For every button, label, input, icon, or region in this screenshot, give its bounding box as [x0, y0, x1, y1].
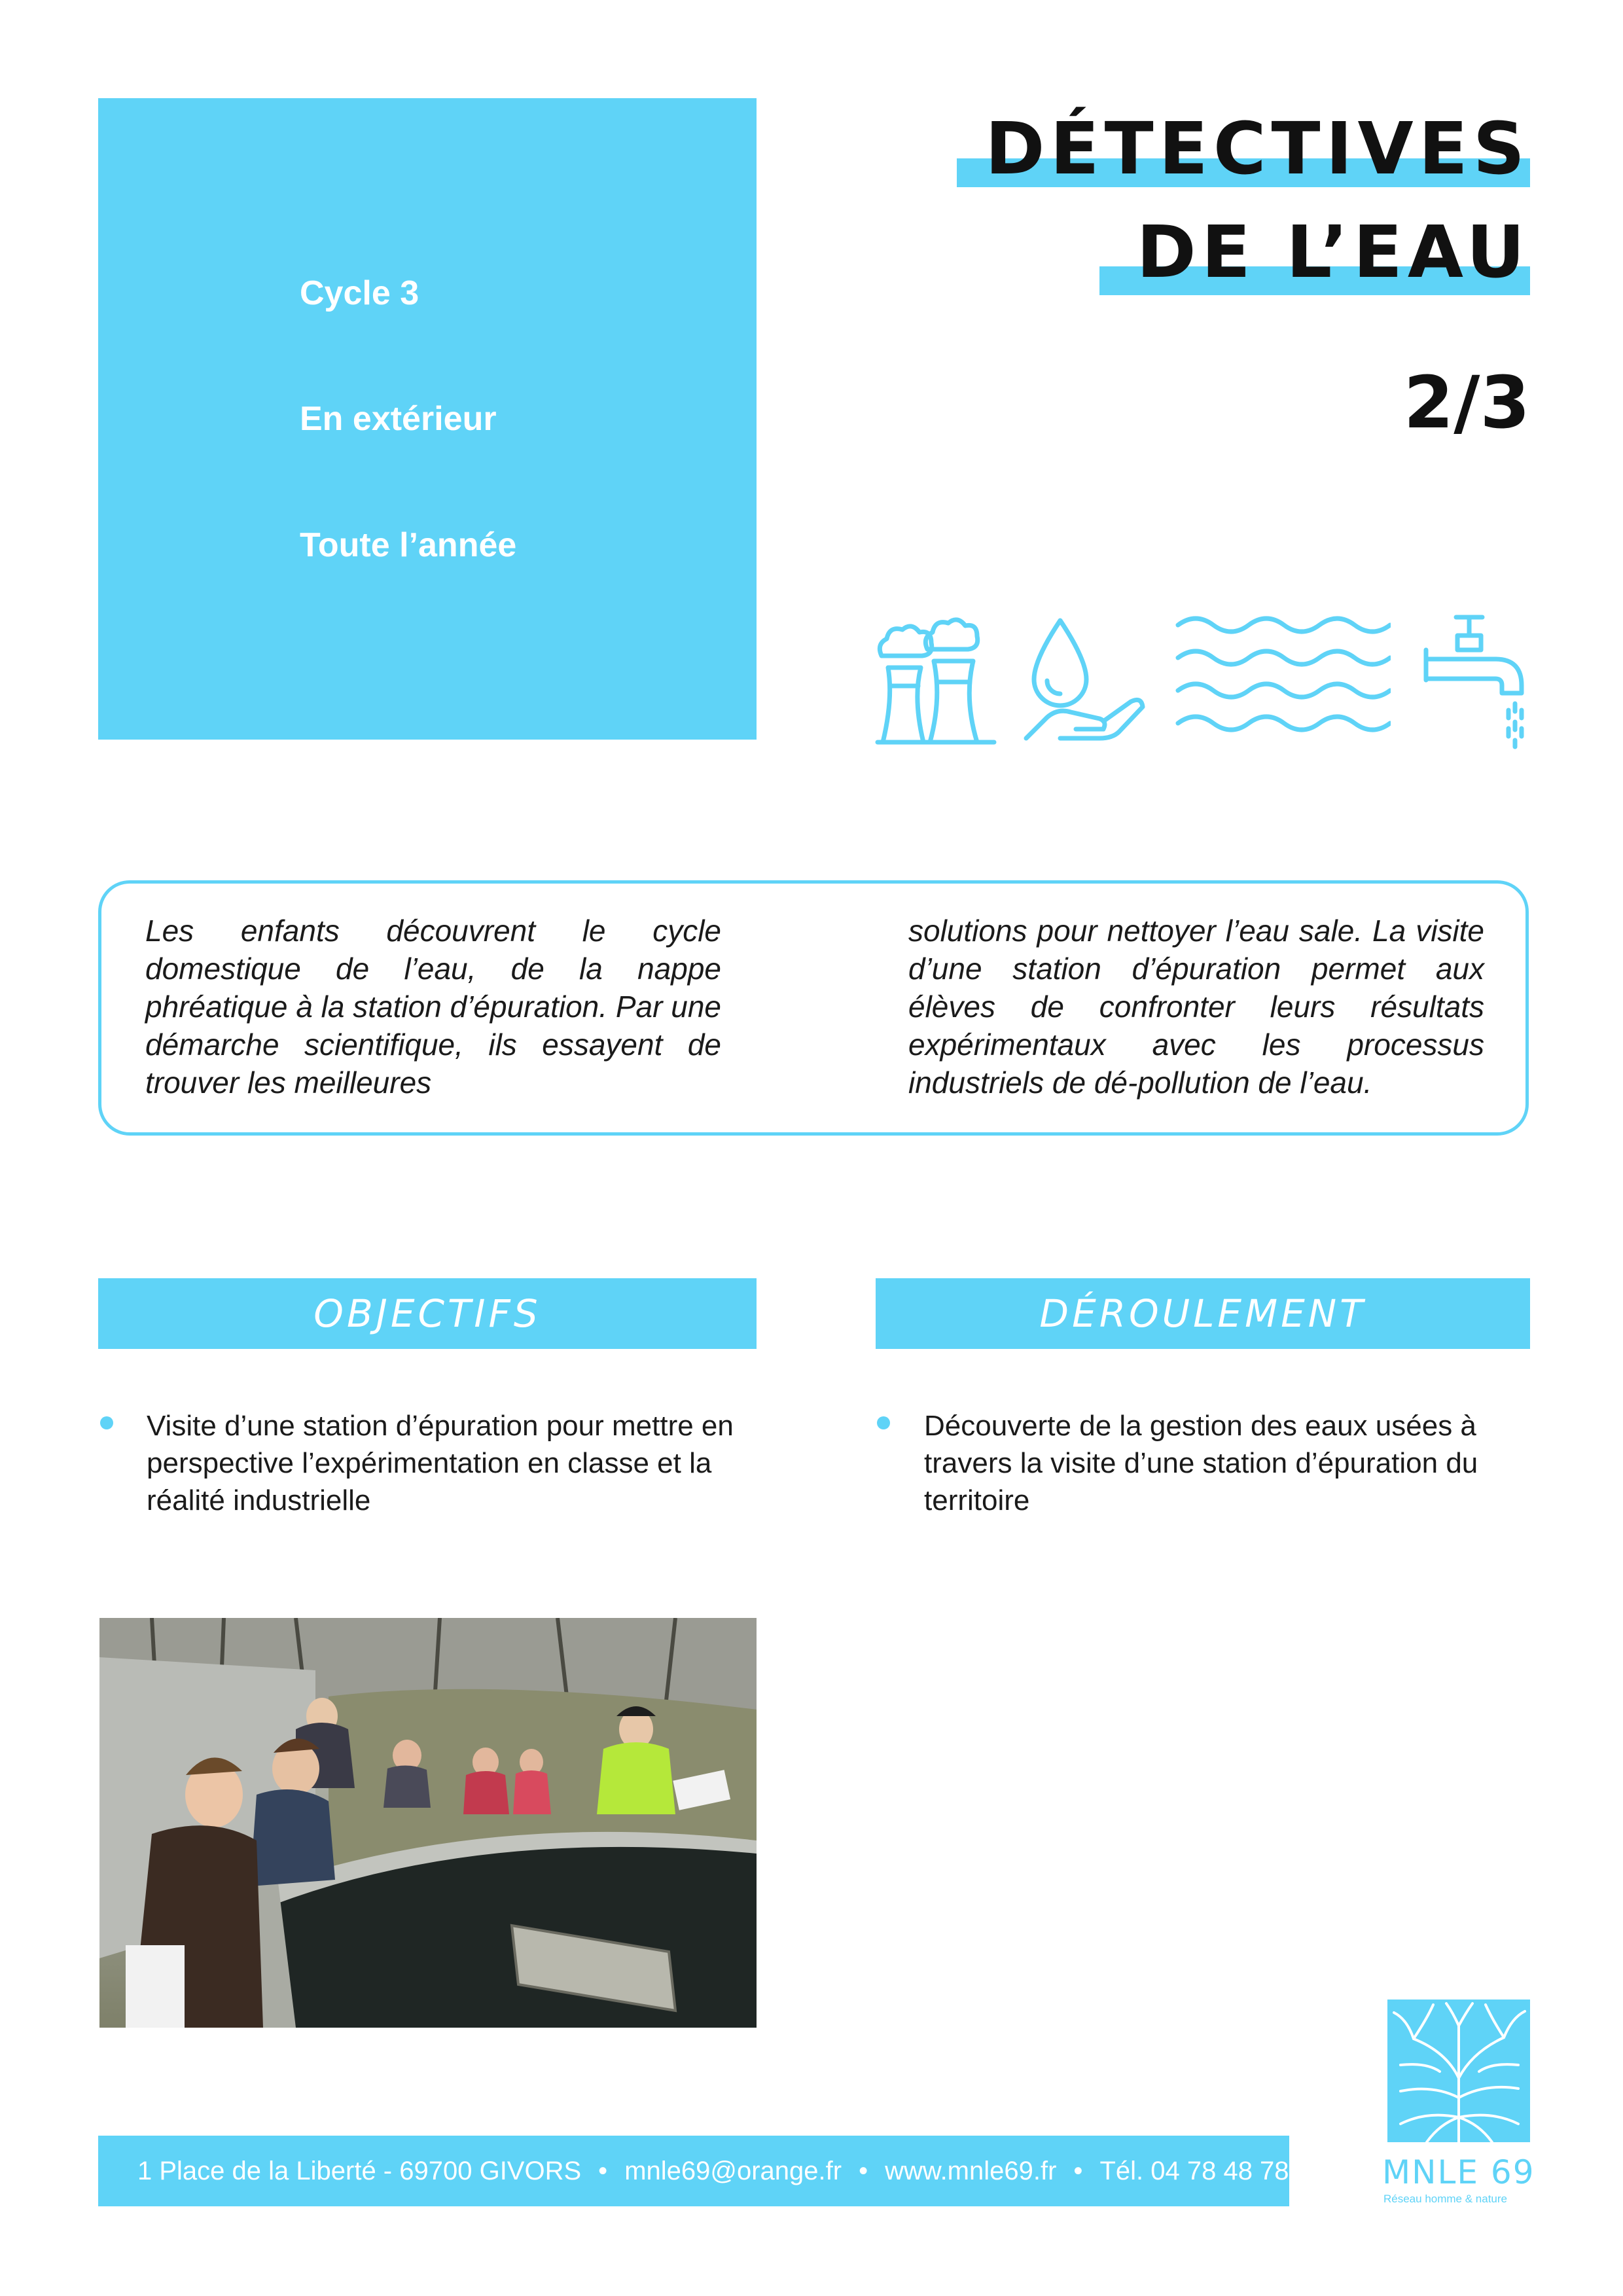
description-column-1: Les enfants découvrent le cycle domestique de l’eau, de la nappe phréatique à la station d’épuration. Par une démarche scientifique, ils essayent de trouver les meilleures	[145, 914, 721, 1100]
cycle-label: Cycle 3	[300, 274, 419, 312]
logo-name: MNLE 69	[1382, 2153, 1535, 2191]
location-label: En extérieur	[300, 400, 497, 438]
photo-water-treatment-visit	[99, 1618, 757, 2028]
waves-icon	[1175, 612, 1391, 746]
faucet-icon	[1417, 612, 1535, 753]
objectifs-item: Visite d’une station d’épuration pour mettre en perspective l’expérimentation en classe et la réalité industrielle	[147, 1410, 734, 1516]
objectifs-bullet	[100, 1416, 113, 1429]
water-drop-hand-icon	[1021, 614, 1145, 748]
footer-separator-1: •	[598, 2156, 608, 2185]
logo-tagline: Réseau homme & nature	[1383, 2193, 1507, 2205]
mnle-logo-tree-icon	[1387, 2000, 1530, 2142]
deroulement-item: Découverte de la gestion des eaux usées à travers la visite d’une station d’épuration du territoire	[924, 1410, 1478, 1516]
footer-website[interactable]: www.mnle69.fr	[885, 2156, 1057, 2185]
period-label: Toute l’année	[300, 526, 517, 564]
footer-email[interactable]: mnle69@orange.fr	[624, 2156, 842, 2185]
deroulement-heading: DÉROULEMENT	[876, 1278, 1530, 1349]
description-column-2: solutions pour nettoyer l’eau sale. La visite d’une station d’épuration permet aux élèves de confronter leurs résultats expérimentaux avec les processus industriels de dé-pollution de l’eau.	[908, 914, 1484, 1100]
footer-separator-3: •	[1073, 2156, 1083, 2185]
footer-separator-2: •	[859, 2156, 868, 2185]
deroulement-bullet	[877, 1416, 890, 1429]
footer-address: 1 Place de la Liberté - 69700 GIVORS	[137, 2156, 582, 2185]
objectifs-heading: OBJECTIFS	[98, 1278, 757, 1349]
footer-phone: Tél. 04 78 48 78 09	[1099, 2156, 1326, 2185]
page-title-line2: DE L’EAU	[1136, 210, 1530, 294]
footer-bar	[98, 2136, 1326, 2206]
power-plant-icon	[874, 614, 998, 748]
page-number: 2/3	[1403, 361, 1530, 444]
page-title-line1: DÉTECTIVES	[985, 107, 1530, 190]
